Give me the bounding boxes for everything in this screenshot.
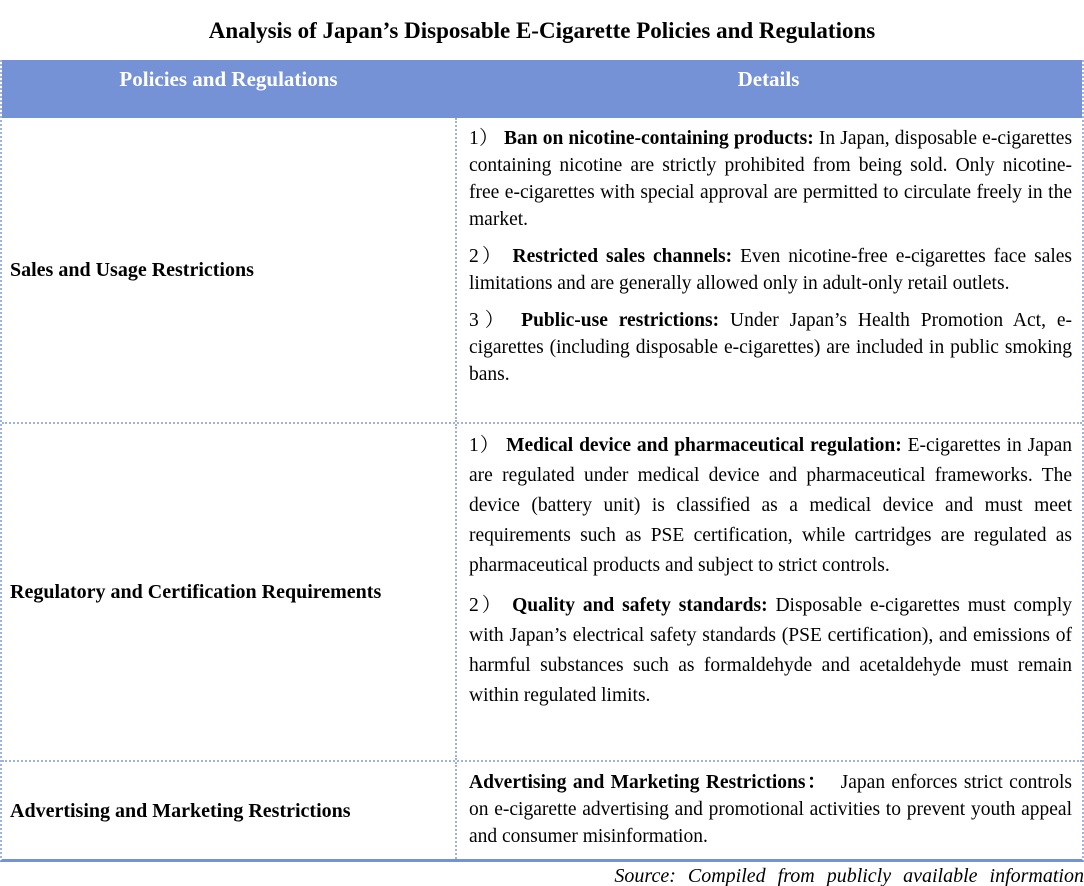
category-cell <box>2 762 455 859</box>
header-details: Details <box>737 67 800 91</box>
item-number: 2） <box>469 246 505 267</box>
policy-table <box>0 60 1084 862</box>
detail-item <box>469 125 1072 233</box>
item-lead: Quality and safety standards: <box>512 595 768 616</box>
category-label: Advertising and Marketing Restrictions <box>10 799 351 822</box>
detail-item <box>469 307 1072 388</box>
item-lead: Medical device and pharmaceutical regulation: <box>506 435 902 456</box>
category-label: Regulatory and Certification Requirements <box>10 581 382 603</box>
detail-item <box>469 243 1072 297</box>
item-number: 3） <box>469 310 511 331</box>
item-lead: Restricted sales channels: <box>512 246 733 267</box>
table-row <box>2 118 1082 422</box>
details-cell <box>455 118 1082 422</box>
item-text: Disposable e-cigarettes must comply with Japan’s electrical safety standards (PSE certification), and emissions of harmful substances such as formaldehyde and acetaldehyde must remain within regulated limits. <box>469 595 1072 706</box>
item-text: E-cigarettes in Japan are regulated under medical device and pharmaceutical frameworks. The device (battery unit) is classified as a medical device and must meet requirements such as PSE certification, while cartridges are regulated as pharmaceutical products and subject to strict controls. <box>469 435 1073 576</box>
category-cell <box>2 118 455 422</box>
detail-item <box>469 591 1072 711</box>
item-lead: Public-use restrictions: <box>521 310 720 331</box>
page-title: Analysis of Japan’s Disposable E-Cigarette Policies and Regulations <box>208 18 876 43</box>
header-policies: Policies and Regulations <box>119 67 338 91</box>
item-text: Even nicotine-free e-cigarettes face sales limitations and are generally allowed only in adult-only retail outlets. <box>469 246 1073 294</box>
details-cell <box>455 762 1082 859</box>
item-number: 1） <box>469 128 499 149</box>
item-text: In Japan, disposable e-cigarettes containing nicotine are strictly prohibited from being sold. Only nicotine-free e-cigarettes with special approval are permitted to circulate freely in the market. <box>469 128 1073 230</box>
category-label: Sales and Usage Restrictions <box>10 259 254 281</box>
item-lead: Ban on nicotine-containing products: <box>503 128 814 149</box>
table-row <box>2 422 1082 760</box>
detail-item <box>469 431 1072 581</box>
detail-item <box>469 769 1072 850</box>
category-cell <box>2 424 455 760</box>
item-number: 1） <box>469 435 501 456</box>
item-text: Under Japan’s Health Promotion Act, e-cigarettes (including disposable e-cigarettes) are included in public smoking bans. <box>469 310 1072 385</box>
table-row <box>2 760 1082 859</box>
item-number: 2） <box>469 595 505 616</box>
item-lead: Advertising and Marketing Restrictions： <box>469 772 828 793</box>
source-note: Source: Compiled from publicly available information <box>614 865 1084 886</box>
item-text: Japan enforces strict controls on e-cigarette advertising and promotional activities to prevent youth appeal and consumer misinformation. <box>469 772 1072 847</box>
table-header-row <box>2 60 1082 118</box>
details-cell <box>455 424 1082 760</box>
